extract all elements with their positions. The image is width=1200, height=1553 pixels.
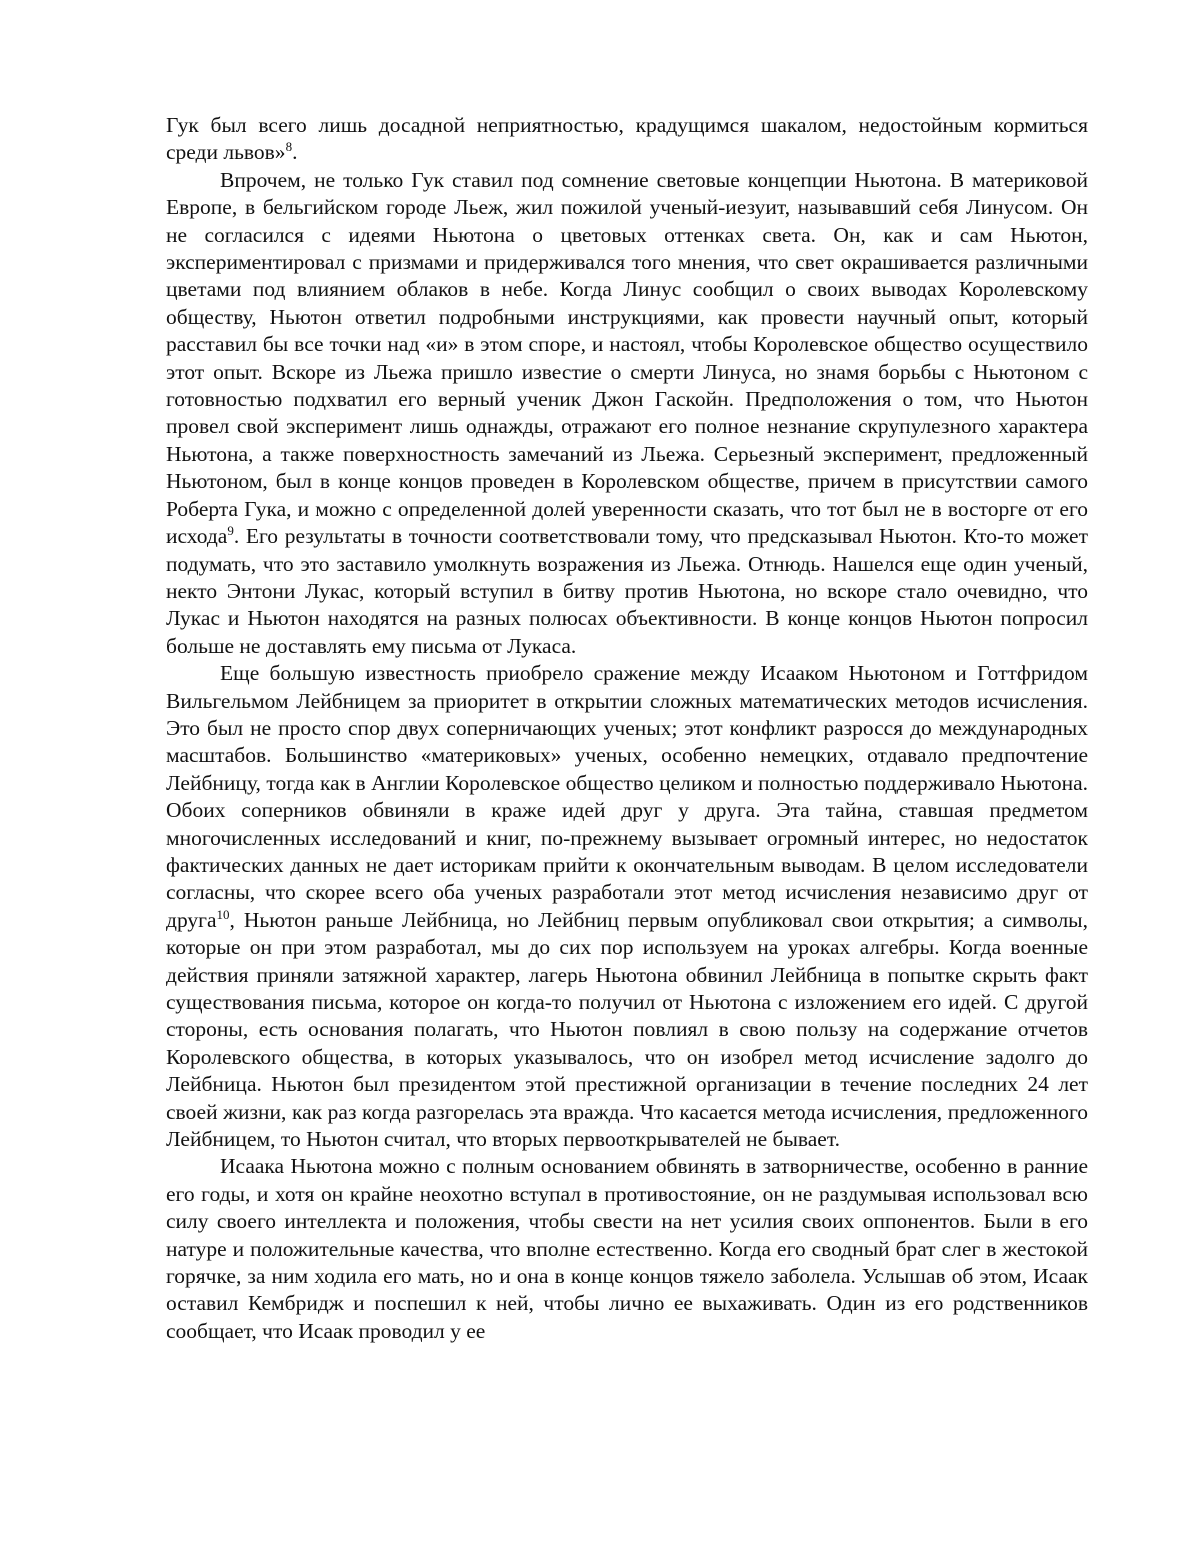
text-segment: , Ньютон раньше Лейбница, но Лейбниц первым опубликовал свои открытия; а символы, которые он при этом разработал, мы до сих пор используем на уроках алгебры. Когда военные действия приняли затяжной характер, лагерь Ньютона обвинил Лейбница в попытке скрыть факт существования письма, которое он когда-то получил от Ньютона с изложением его идей. С другой стороны, есть основания полагать, что Ньютон повлиял в свою пользу на содержание отчетов Королевского общества, в которых указывалось, что он изобрел метод исчисление задолго до Лейбница. Ньютон был президентом этой престижной организации в течение последних 24 лет своей жизни, как раз когда разгорелась эта вражда. Что касается метода исчисления, предложенного Лейбницем, то Ньютон считал, что вторых первооткрывателей не бывает.: [166, 907, 1088, 1152]
footnote-ref-9: 9: [227, 522, 234, 538]
text-segment: . Его результаты в точности соответствовали тому, что предсказывал Ньютон. Кто-то может подумать, что это заставило умолкнуть возражения из Льежа. Отнюдь. Нашелся еще один ученый, некто Энтони Лукас, который вступил в битву против Ньютона, но вскоре стало очевидно, что Лукас и Ньютон находятся на разных полюсах объективности. В конце концов Ньютон попросил больше не доставлять ему письма от Лукаса.: [166, 524, 1088, 658]
paragraph-3: [166, 660, 1088, 1153]
document-page: [166, 112, 1088, 1345]
text-segment: Еще большую известность приобрело сражение между Исааком Ньютоном и Готтфридом Вильгельмом Лейбницем за приоритет в открытии сложных математических методов исчисления. Это был не просто спор двух соперничающих ученых; этот конфликт разросся до международных масштабов. Большинство «материковых» ученых, особенно немецких, отдавало предпочтение Лейбницу, тогда как в Англии Королевское общество целиком и полностью поддерживало Ньютона. Обоих соперников обвиняли в краже идей друг у друга. Эта тайна, ставшая предметом многочисленных исследований и книг, по-прежнему вызывает огромный интерес, но недостаток фактических данных не дает историкам прийти к окончательным выводам. В целом исследователи согласны, что скорее всего оба ученых разработали этот метод исчисления независимо друг от друга: [166, 661, 1088, 932]
paragraph-4: [166, 1153, 1088, 1345]
footnote-ref-8: 8: [285, 139, 293, 155]
text-segment: Впрочем, не только Гук ставил под сомнение световые концепции Ньютона. В материковой Европе, в бельгийском городе Льеж, жил пожилой ученый-иезуит, называвший себя Линусом. Он не согласился с идеями Ньютона о цветовых оттенках света. Он, как и сам Ньютон, экспериментировал с призмами и придерживался того мнения, что свет окрашивается различными цветами под влиянием облаков в небе. Когда Линус сообщил о своих выводах Королевскому обществу, Ньютон ответил подробными инструкциями, как провести научный опыт, который расставил бы все точки над «и» в этом споре, и настоял, чтобы Королевское общество осуществило этот опыт. Вскоре из Льежа пришло известие о смерти Линуса, но знамя борьбы с Ньютоном с готовностью подхватил его верный ученик Джон Гаскойн. Предположения о том, что Ньютон провел свой эксперимент лишь однажды, отражают его полное незнание скрупулезного характера Ньютона, а также поверхностность замечаний из Льежа. Серьезный эксперимент, предложенный Ньютоном, был в конце концов проведен в Королевском обществе, причем в присутствии самого Роберта Гука, и можно с определенной долей уверенности сказать, что тот был не в восторге от его исхода: [166, 167, 1088, 549]
text-segment: Исаака Ньютона можно с полным основанием обвинять в затворничестве, особенно в ранние его годы, и хотя он крайне неохотно вступал в противостояние, он не раздумывая использовал всю силу своего интеллекта и положения, чтобы свести на нет усилия своих оппонентов. Были в его натуре и положительные качества, что вполне естественно. Когда его сводный брат слег в жестокой горячке, за ним ходила его мать, но и она в конце концов тяжело заболела. Услышав об этом, Исаак оставил Кембридж и поспешил к ней, чтобы лично ее выхаживать. Один из его родственников сообщает, что Исаак проводил у ее: [166, 1154, 1088, 1343]
footnote-ref-10: 10: [216, 906, 230, 922]
paragraph-1: [166, 112, 1088, 167]
paragraph-2: [166, 167, 1088, 660]
text-segment: .: [292, 140, 298, 165]
text-segment: Гук был всего лишь досадной неприятностью, крадущимся шакалом, недостойным кормиться среди львов»: [166, 113, 1088, 165]
